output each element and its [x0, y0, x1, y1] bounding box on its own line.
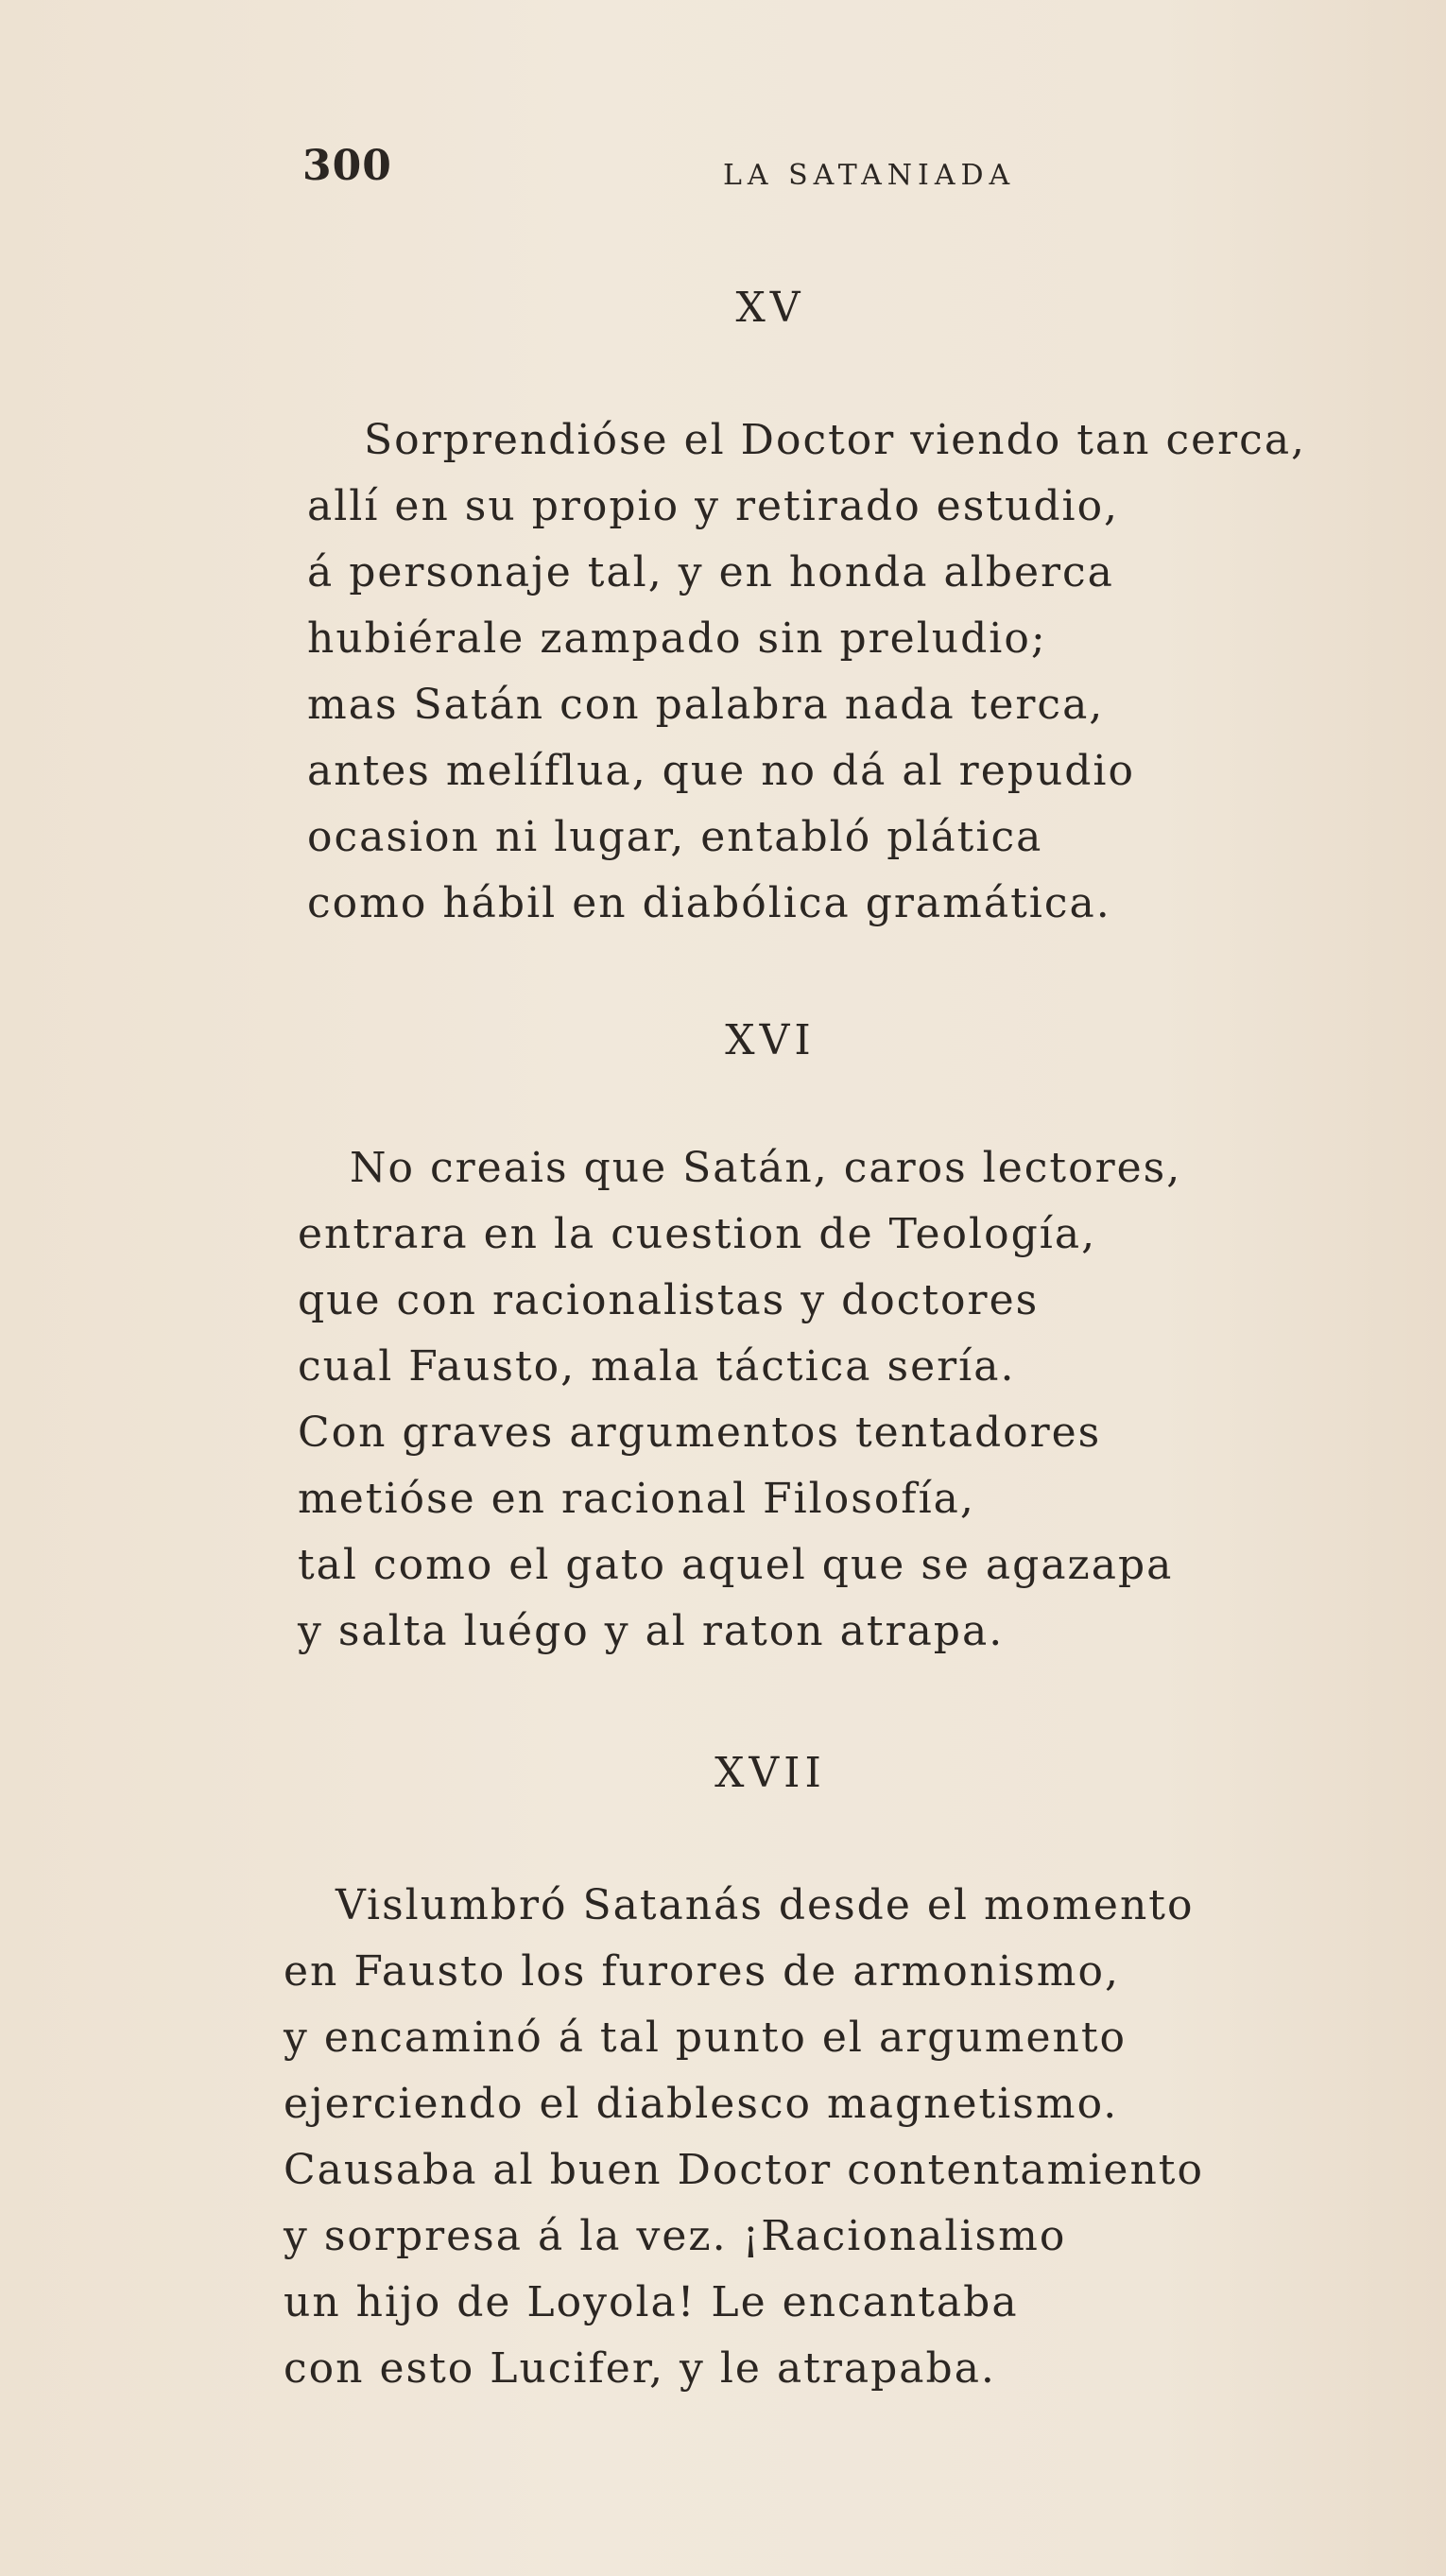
verse-line: allí en su propio y retirado estudio, — [307, 482, 1120, 530]
verse-line: Vislumbró Satanás desde el momento — [336, 1881, 1195, 1929]
verse-line: tal como el gato aquel que se agazapa — [298, 1541, 1174, 1589]
running-title: LA SATANIADA — [723, 159, 1016, 192]
verse-line: como hábil en diabólica gramática. — [307, 879, 1111, 927]
verse-line: y salta luégo y al raton atrapa. — [298, 1607, 1005, 1655]
stanza-number-xvii: XVII — [714, 1749, 826, 1797]
verse-line: que con racionalistas y doctores — [298, 1276, 1040, 1324]
verse-line: antes melíflua, que no dá al repudio — [307, 747, 1135, 795]
verse-line: metióse en racional Filosofía, — [298, 1475, 975, 1523]
verse-line: á personaje tal, y en honda alberca — [307, 548, 1114, 596]
verse-line: cual Fausto, mala táctica sería. — [298, 1342, 1016, 1391]
verse-line: un hijo de Loyola! Le encantaba — [284, 2278, 1019, 2326]
verse-line: y encaminó á tal punto el argumento — [284, 2014, 1128, 2062]
verse-line: No creais que Satán, caros lectores, — [350, 1144, 1182, 1192]
verse-line: Sorprendióse el Doctor viendo tan cerca, — [364, 416, 1307, 464]
verse-line: Con graves argumentos tentadores — [298, 1409, 1102, 1457]
verse-line: ocasion ni lugar, entabló plática — [307, 813, 1043, 861]
verse-line: hubiérale zampado sin preludio; — [307, 614, 1047, 663]
verse-line: entrara en la cuestion de Teología, — [298, 1210, 1097, 1258]
stanza-number-xv: XV — [735, 284, 805, 332]
verse-line: en Fausto los furores de armonismo, — [284, 1947, 1120, 1996]
verse-line: con esto Lucifer, y le atrapaba. — [284, 2344, 996, 2393]
stanza-number-xvi: XVI — [725, 1016, 816, 1064]
verse-line: Causaba al buen Doctor contentamiento — [284, 2146, 1204, 2194]
page-number: 300 — [302, 142, 392, 190]
verse-line: mas Satán con palabra nada terca, — [307, 681, 1105, 729]
verse-line: y sorpresa á la vez. ¡Racionalismo — [284, 2212, 1067, 2260]
running-head — [302, 142, 1040, 199]
verse-line: ejerciendo el diablesco magnetismo. — [284, 2080, 1119, 2128]
